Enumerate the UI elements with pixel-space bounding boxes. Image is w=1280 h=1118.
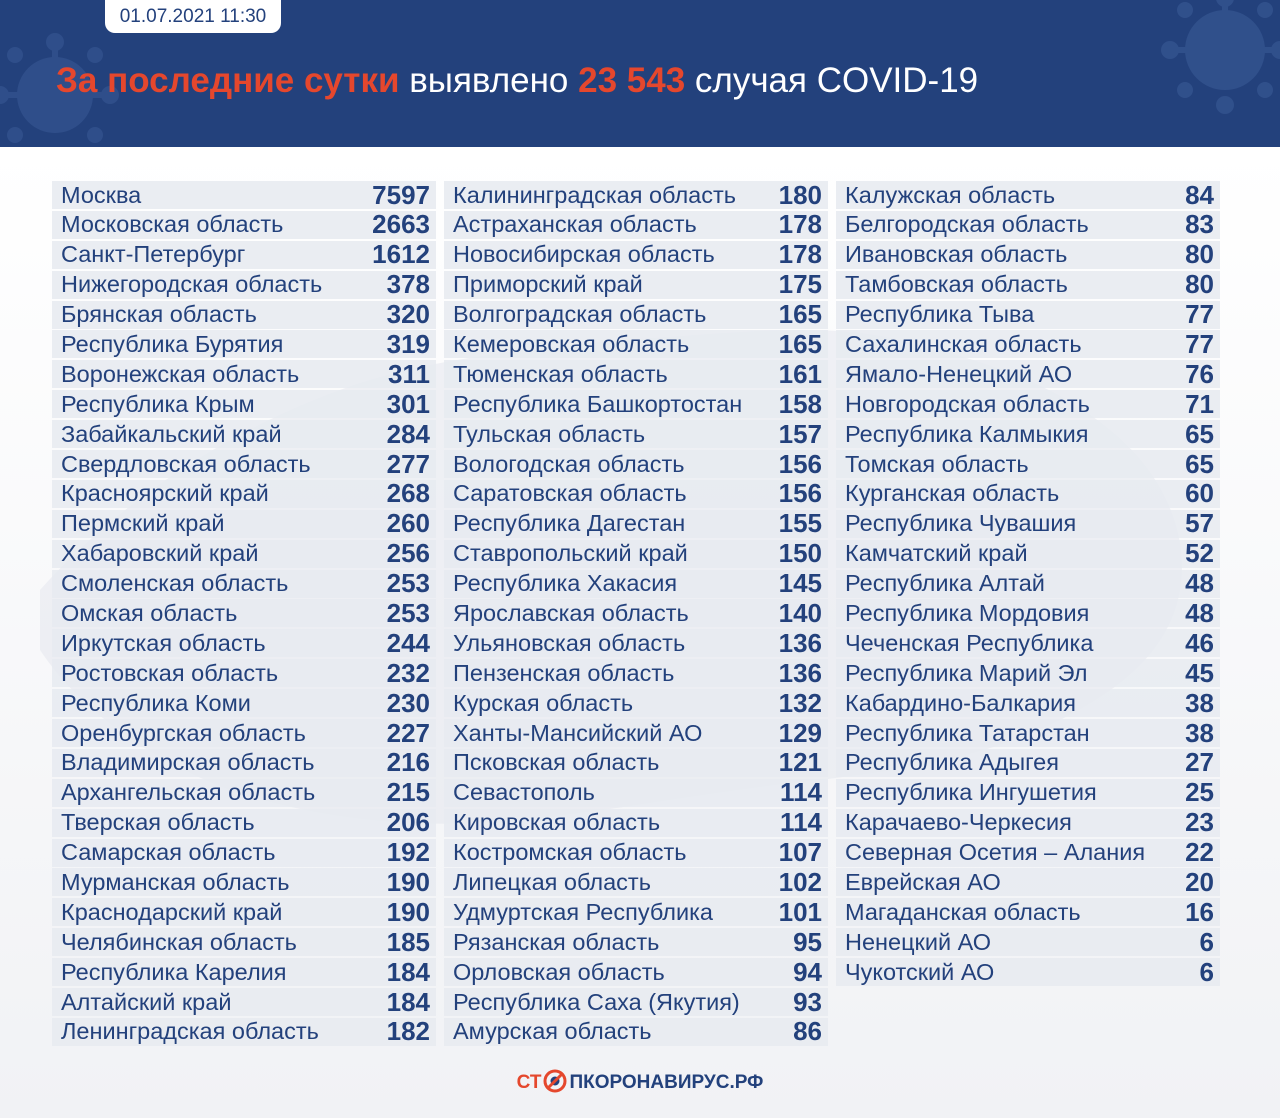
case-count: 57 bbox=[1185, 508, 1214, 539]
region-row bbox=[52, 809, 436, 837]
region-name: Новосибирская область bbox=[453, 241, 715, 268]
region-row bbox=[52, 271, 436, 299]
case-count: 150 bbox=[778, 538, 822, 569]
region-row bbox=[52, 988, 436, 1016]
case-count: 65 bbox=[1185, 418, 1214, 449]
region-name: Курганская область bbox=[845, 480, 1060, 507]
region-name: Республика Мордовия bbox=[845, 599, 1090, 626]
region-name: Забайкальский край bbox=[61, 420, 282, 447]
region-name: Ростовская область bbox=[61, 659, 279, 686]
region-name: Алтайский край bbox=[61, 988, 232, 1015]
logo-text-part1: СТ bbox=[516, 1072, 542, 1093]
case-count: 319 bbox=[386, 328, 430, 359]
region-row bbox=[444, 540, 828, 568]
case-count: 93 bbox=[793, 986, 822, 1017]
case-count: 102 bbox=[778, 866, 822, 897]
region-row bbox=[52, 360, 436, 388]
region-row bbox=[52, 570, 436, 598]
case-count: 76 bbox=[1185, 358, 1214, 389]
case-count: 320 bbox=[386, 299, 430, 330]
region-name: Москва bbox=[61, 181, 142, 208]
region-name: Тюменская область bbox=[453, 360, 668, 387]
case-count: 80 bbox=[1185, 239, 1214, 270]
region-row bbox=[52, 510, 436, 538]
region-name: Республика Адыгея bbox=[845, 749, 1059, 776]
region-row bbox=[52, 599, 436, 627]
region-row bbox=[52, 181, 436, 209]
case-count: 244 bbox=[386, 627, 430, 658]
case-count: 232 bbox=[386, 657, 430, 688]
case-count: 268 bbox=[386, 478, 430, 509]
region-name: Ставропольский край bbox=[453, 540, 688, 567]
region-name: Республика Ингушетия bbox=[845, 779, 1097, 806]
region-row bbox=[444, 301, 828, 329]
region-row bbox=[836, 868, 1220, 896]
case-count: 77 bbox=[1185, 328, 1214, 359]
region-row bbox=[52, 839, 436, 867]
region-row bbox=[836, 689, 1220, 717]
region-name: Саратовская область bbox=[453, 480, 687, 507]
case-count: 2663 bbox=[372, 209, 430, 240]
region-name: Калининградская область bbox=[453, 181, 736, 208]
region-name: Санкт-Петербург bbox=[61, 241, 246, 268]
case-count: 23 bbox=[1185, 807, 1214, 838]
case-count: 121 bbox=[778, 747, 822, 778]
region-row bbox=[444, 689, 828, 717]
region-row bbox=[444, 629, 828, 657]
region-row bbox=[444, 420, 828, 448]
case-count: 38 bbox=[1185, 717, 1214, 748]
case-count: 65 bbox=[1185, 448, 1214, 479]
region-row bbox=[52, 868, 436, 896]
region-name: Волгоградская область bbox=[453, 301, 707, 328]
region-row bbox=[836, 510, 1220, 538]
region-row bbox=[52, 689, 436, 717]
region-row bbox=[444, 1018, 828, 1046]
region-row bbox=[52, 301, 436, 329]
case-count: 284 bbox=[386, 418, 430, 449]
case-count: 253 bbox=[386, 568, 430, 599]
region-row bbox=[52, 330, 436, 358]
region-name: Нижегородская область bbox=[61, 271, 323, 298]
virus-icon bbox=[542, 1068, 568, 1094]
case-count: 253 bbox=[386, 597, 430, 628]
case-count: 178 bbox=[778, 209, 822, 240]
region-name: Омская область bbox=[61, 599, 238, 626]
region-row bbox=[444, 839, 828, 867]
case-count: 22 bbox=[1185, 837, 1214, 868]
region-name: Амурская область bbox=[453, 1018, 652, 1045]
logo-text-part2: ПКОРОНАВИРУС.РФ bbox=[569, 1072, 764, 1093]
region-name: Республика Карелия bbox=[61, 958, 287, 985]
case-count: 16 bbox=[1185, 896, 1214, 927]
region-name: Челябинская область bbox=[61, 928, 297, 955]
region-name: Республика Башкортостан bbox=[453, 390, 743, 417]
region-name: Архангельская область bbox=[61, 779, 316, 806]
region-name: Московская область bbox=[61, 211, 284, 238]
region-name: Республика Татарстан bbox=[845, 719, 1090, 746]
case-count: 7597 bbox=[372, 179, 430, 210]
case-count: 83 bbox=[1185, 209, 1214, 240]
case-count: 52 bbox=[1185, 538, 1214, 569]
region-row bbox=[52, 211, 436, 239]
case-count: 165 bbox=[778, 328, 822, 359]
region-list-column-1 bbox=[52, 181, 436, 1048]
case-count: 140 bbox=[778, 597, 822, 628]
case-count: 215 bbox=[386, 777, 430, 808]
region-name: Магаданская область bbox=[845, 898, 1081, 925]
region-row bbox=[52, 390, 436, 418]
region-name: Воронежская область bbox=[61, 360, 300, 387]
region-name: Самарская область bbox=[61, 839, 276, 866]
region-name: Тамбовская область bbox=[845, 271, 1068, 298]
region-name: Сахалинская область bbox=[845, 330, 1082, 357]
region-name: Ханты-Мансийский АО bbox=[453, 719, 703, 746]
region-row bbox=[836, 450, 1220, 478]
region-name: Республика Крым bbox=[61, 390, 255, 417]
case-count: 161 bbox=[778, 358, 822, 389]
headline bbox=[56, 56, 978, 106]
case-count: 136 bbox=[778, 657, 822, 688]
region-row bbox=[444, 241, 828, 269]
case-count: 48 bbox=[1185, 597, 1214, 628]
region-name: Томская область bbox=[845, 450, 1029, 477]
region-name: Ленинградская область bbox=[61, 1018, 319, 1045]
region-name: Республика Коми bbox=[61, 689, 251, 716]
region-name: Удмуртская Республика bbox=[453, 898, 713, 925]
headline-tail: случая COVID-19 bbox=[685, 61, 979, 100]
region-name: Республика Бурятия bbox=[61, 330, 284, 357]
case-count: 216 bbox=[386, 747, 430, 778]
case-count: 71 bbox=[1185, 388, 1214, 419]
region-row bbox=[444, 809, 828, 837]
case-count: 129 bbox=[778, 717, 822, 748]
region-row bbox=[836, 898, 1220, 926]
case-count: 378 bbox=[386, 269, 430, 300]
case-count: 80 bbox=[1185, 269, 1214, 300]
region-row bbox=[444, 958, 828, 986]
case-count: 158 bbox=[778, 388, 822, 419]
region-name: Ненецкий АО bbox=[845, 928, 992, 955]
case-count: 27 bbox=[1185, 747, 1214, 778]
case-count: 132 bbox=[778, 687, 822, 718]
region-name: Белгородская область bbox=[845, 211, 1089, 238]
case-count: 95 bbox=[793, 926, 822, 957]
case-count: 136 bbox=[778, 627, 822, 658]
region-name: Камчатский край bbox=[845, 540, 1028, 567]
region-name: Костромская область bbox=[453, 839, 687, 866]
region-row bbox=[52, 719, 436, 747]
headline-accent: За последние сутки bbox=[56, 61, 400, 100]
region-row bbox=[444, 480, 828, 508]
region-row bbox=[836, 480, 1220, 508]
region-name: Кировская область bbox=[453, 809, 661, 836]
region-row bbox=[836, 629, 1220, 657]
region-list-column-2 bbox=[444, 181, 828, 1048]
region-row bbox=[836, 928, 1220, 956]
case-count: 45 bbox=[1185, 657, 1214, 688]
region-row bbox=[444, 779, 828, 807]
case-count: 277 bbox=[386, 448, 430, 479]
region-name: Свердловская область bbox=[61, 450, 311, 477]
region-name: Новгородская область bbox=[845, 390, 1090, 417]
region-row bbox=[836, 540, 1220, 568]
case-count: 165 bbox=[778, 299, 822, 330]
region-name: Республика Чувашия bbox=[845, 510, 1077, 537]
region-row bbox=[52, 540, 436, 568]
region-row bbox=[444, 570, 828, 598]
region-row bbox=[52, 629, 436, 657]
case-count: 260 bbox=[386, 508, 430, 539]
case-count: 156 bbox=[778, 478, 822, 509]
region-name: Липецкая область bbox=[453, 868, 651, 895]
case-count: 114 bbox=[780, 807, 822, 838]
case-count: 256 bbox=[386, 538, 430, 569]
region-row bbox=[444, 330, 828, 358]
region-name: Оренбургская область bbox=[61, 719, 306, 746]
region-row bbox=[52, 420, 436, 448]
case-count: 86 bbox=[793, 1016, 822, 1047]
region-row bbox=[52, 898, 436, 926]
region-row bbox=[444, 928, 828, 956]
region-row bbox=[52, 779, 436, 807]
region-row bbox=[444, 659, 828, 687]
case-count: 184 bbox=[386, 986, 430, 1017]
region-row bbox=[52, 450, 436, 478]
region-row bbox=[444, 181, 828, 209]
region-row bbox=[52, 749, 436, 777]
region-name: Республика Тыва bbox=[845, 301, 1035, 328]
case-count: 185 bbox=[386, 926, 430, 957]
region-row bbox=[836, 241, 1220, 269]
case-count: 180 bbox=[778, 179, 822, 210]
region-row bbox=[836, 570, 1220, 598]
case-count: 20 bbox=[1185, 866, 1214, 897]
region-row bbox=[52, 480, 436, 508]
region-name: Карачаево-Черкесия bbox=[845, 809, 1072, 836]
region-row bbox=[836, 809, 1220, 837]
region-name: Еврейская АО bbox=[845, 868, 1001, 895]
case-count: 230 bbox=[386, 687, 430, 718]
case-count: 1612 bbox=[372, 239, 430, 270]
region-row bbox=[52, 659, 436, 687]
region-name: Пермский край bbox=[61, 510, 225, 537]
region-row bbox=[836, 330, 1220, 358]
region-row bbox=[52, 1018, 436, 1046]
region-name: Республика Саха (Якутия) bbox=[453, 988, 740, 1015]
region-name: Псковская область bbox=[453, 749, 660, 776]
region-row bbox=[836, 181, 1220, 209]
region-name: Ямало-Ненецкий АО bbox=[845, 360, 1073, 387]
region-list-column-3 bbox=[836, 181, 1220, 988]
region-name: Орловская область bbox=[453, 958, 665, 985]
case-count: 184 bbox=[386, 956, 430, 987]
region-name: Курская область bbox=[453, 689, 634, 716]
case-count: 192 bbox=[386, 837, 430, 868]
region-name: Вологодская область bbox=[453, 450, 685, 477]
case-count: 114 bbox=[780, 777, 822, 808]
region-name: Чукотский АО bbox=[845, 958, 995, 985]
region-row bbox=[444, 719, 828, 747]
region-row bbox=[444, 211, 828, 239]
region-row bbox=[836, 719, 1220, 747]
case-count: 77 bbox=[1185, 299, 1214, 330]
headline-count: 23 543 bbox=[578, 61, 686, 100]
region-row bbox=[444, 450, 828, 478]
region-name: Иркутская область bbox=[61, 629, 266, 656]
region-name: Кабардино-Балкария bbox=[845, 689, 1076, 716]
case-count: 227 bbox=[386, 717, 430, 748]
region-name: Рязанская область bbox=[453, 928, 660, 955]
region-name: Калужская область bbox=[845, 181, 1056, 208]
region-name: Ульяновская область bbox=[453, 629, 686, 656]
region-row bbox=[836, 420, 1220, 448]
region-name: Чеченская Республика bbox=[845, 629, 1094, 656]
region-row bbox=[444, 749, 828, 777]
case-count: 301 bbox=[386, 388, 430, 419]
region-name: Астраханская область bbox=[453, 211, 697, 238]
region-row bbox=[836, 599, 1220, 627]
region-row bbox=[52, 958, 436, 986]
case-count: 48 bbox=[1185, 568, 1214, 599]
stopkoronavirus-logo bbox=[0, 1066, 1280, 1100]
case-count: 101 bbox=[778, 896, 822, 927]
case-count: 155 bbox=[778, 508, 822, 539]
region-name: Красноярский край bbox=[61, 480, 269, 507]
case-count: 84 bbox=[1185, 179, 1214, 210]
case-count: 46 bbox=[1185, 627, 1214, 658]
case-count: 190 bbox=[386, 866, 430, 897]
region-name: Владимирская область bbox=[61, 749, 315, 776]
region-name: Брянская область bbox=[61, 301, 257, 328]
region-name: Севастополь bbox=[453, 779, 595, 806]
region-row bbox=[52, 241, 436, 269]
region-row bbox=[444, 271, 828, 299]
region-row bbox=[836, 271, 1220, 299]
region-name: Кемеровская область bbox=[453, 330, 690, 357]
case-count: 311 bbox=[388, 358, 430, 389]
case-count: 60 bbox=[1185, 478, 1214, 509]
region-name: Пензенская область bbox=[453, 659, 675, 686]
region-row bbox=[836, 211, 1220, 239]
region-name: Мурманская область bbox=[61, 868, 290, 895]
region-row bbox=[836, 659, 1220, 687]
region-row bbox=[444, 988, 828, 1016]
region-name: Хабаровский край bbox=[61, 540, 259, 567]
region-row bbox=[836, 839, 1220, 867]
case-count: 156 bbox=[778, 448, 822, 479]
region-row bbox=[444, 898, 828, 926]
region-row bbox=[444, 599, 828, 627]
region-name: Тульская область bbox=[453, 420, 646, 447]
region-row bbox=[836, 749, 1220, 777]
case-count: 25 bbox=[1185, 777, 1214, 808]
region-name: Республика Марий Эл bbox=[845, 659, 1088, 686]
case-count: 107 bbox=[778, 837, 822, 868]
region-name: Краснодарский край bbox=[61, 898, 283, 925]
region-name: Северная Осетия – Алания bbox=[845, 839, 1146, 866]
case-count: 178 bbox=[778, 239, 822, 270]
region-name: Ярославская область bbox=[453, 599, 689, 626]
region-row bbox=[836, 390, 1220, 418]
region-row bbox=[836, 958, 1220, 986]
region-row bbox=[52, 928, 436, 956]
case-count: 157 bbox=[778, 418, 822, 449]
region-name: Республика Алтай bbox=[845, 570, 1045, 597]
region-name: Республика Дагестан bbox=[453, 510, 686, 537]
region-row bbox=[444, 390, 828, 418]
region-name: Республика Хакасия bbox=[453, 570, 678, 597]
headline-middle: выявлено bbox=[399, 61, 579, 100]
case-count: 175 bbox=[778, 269, 822, 300]
region-row bbox=[836, 779, 1220, 807]
case-count: 94 bbox=[793, 956, 822, 987]
case-count: 182 bbox=[386, 1016, 430, 1047]
virus-decoration-icon bbox=[1130, 0, 1280, 130]
region-row bbox=[836, 301, 1220, 329]
region-name: Республика Калмыкия bbox=[845, 420, 1089, 447]
case-count: 190 bbox=[386, 896, 430, 927]
date-badge: 01.07.2021 11:30 bbox=[105, 0, 281, 33]
case-count: 38 bbox=[1185, 687, 1214, 718]
region-name: Смоленская область bbox=[61, 570, 289, 597]
region-name: Ивановская область bbox=[845, 241, 1068, 268]
region-row bbox=[444, 510, 828, 538]
case-count: 6 bbox=[1199, 956, 1214, 987]
region-row bbox=[836, 360, 1220, 388]
case-count: 206 bbox=[386, 807, 430, 838]
case-count: 6 bbox=[1199, 926, 1214, 957]
region-row bbox=[444, 360, 828, 388]
region-name: Приморский край bbox=[453, 271, 643, 298]
header-banner bbox=[0, 0, 1280, 147]
region-row bbox=[444, 868, 828, 896]
case-count: 145 bbox=[778, 568, 822, 599]
region-name: Тверская область bbox=[61, 809, 255, 836]
